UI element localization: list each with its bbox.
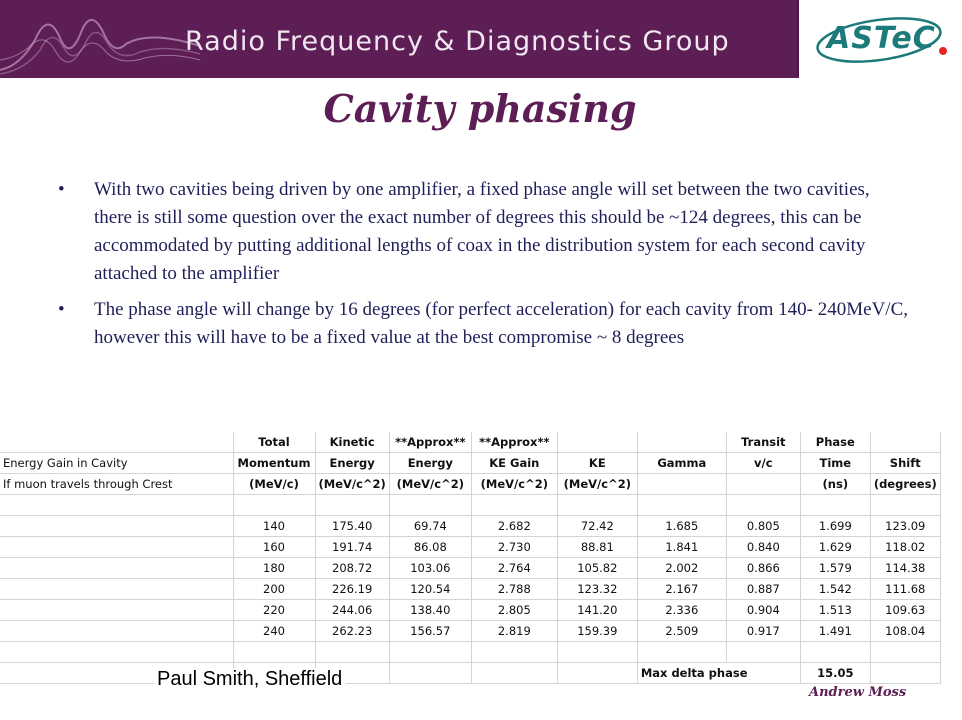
header-cell: (MeV/c^2) <box>315 474 389 495</box>
header-cell: (degrees) <box>870 474 940 495</box>
kinetic-energy-cell: 69.74 <box>389 516 471 537</box>
phase-shift-cell: 109.63 <box>870 600 940 621</box>
phase-shift-cell: 118.02 <box>870 537 940 558</box>
gamma-cell: 2.002 <box>637 558 726 579</box>
author-credit: Paul Smith, Sheffield <box>153 668 346 691</box>
header-cell: Energy <box>389 453 471 474</box>
gamma-cell: 1.841 <box>637 537 726 558</box>
ke-cell: 72.42 <box>557 516 637 537</box>
transit-time-cell: 1.513 <box>800 600 870 621</box>
bullet-list <box>58 176 908 360</box>
phase-shift-cell: 123.09 <box>870 516 940 537</box>
astec-logo <box>797 0 962 78</box>
ke-gain-cell: 2.764 <box>471 558 557 579</box>
ke-cell: 141.20 <box>557 600 637 621</box>
header-cell <box>557 432 637 453</box>
ke-cell: 159.39 <box>557 621 637 642</box>
max-delta-value: 15.05 <box>800 663 870 684</box>
total-energy-cell: 175.40 <box>315 516 389 537</box>
transit-time-cell: 1.491 <box>800 621 870 642</box>
transit-time-cell: 1.542 <box>800 579 870 600</box>
spacer-row <box>0 642 940 663</box>
logo-dot-icon <box>939 47 947 55</box>
momentum-cell: 140 <box>233 516 315 537</box>
ke-gain-cell: 2.730 <box>471 537 557 558</box>
header-banner <box>0 0 960 78</box>
gamma-cell: 1.685 <box>637 516 726 537</box>
header-cell: (MeV/c^2) <box>389 474 471 495</box>
momentum-cell: 160 <box>233 537 315 558</box>
header-cell: Phase <box>800 432 870 453</box>
header-cell: **Approx** <box>389 432 471 453</box>
kinetic-energy-cell: 86.08 <box>389 537 471 558</box>
momentum-cell: 220 <box>233 600 315 621</box>
header-row <box>0 453 940 474</box>
header-cell: Momentum <box>233 453 315 474</box>
bullet-icon: • <box>58 299 65 320</box>
header-cell: v/c <box>726 453 800 474</box>
phase-shift-table <box>0 432 941 684</box>
vc-cell: 0.866 <box>726 558 800 579</box>
momentum-cell: 240 <box>233 621 315 642</box>
ke-cell: 88.81 <box>557 537 637 558</box>
header-cell: Energy <box>315 453 389 474</box>
phase-shift-cell: 111.68 <box>870 579 940 600</box>
header-cell: Shift <box>870 453 940 474</box>
presenter-name: Andrew Moss <box>809 685 907 700</box>
kinetic-energy-cell: 120.54 <box>389 579 471 600</box>
momentum-cell: 200 <box>233 579 315 600</box>
transit-time-cell: 1.629 <box>800 537 870 558</box>
gamma-cell: 2.336 <box>637 600 726 621</box>
ke-cell: 123.32 <box>557 579 637 600</box>
logo-text: ASTeC <box>827 21 936 56</box>
header-cell: KE <box>557 453 637 474</box>
bullet-item <box>58 296 908 352</box>
total-energy-cell: 262.23 <box>315 621 389 642</box>
ke-gain-cell: 2.788 <box>471 579 557 600</box>
header-row <box>0 432 940 453</box>
vc-cell: 0.917 <box>726 621 800 642</box>
waveform-graphic <box>0 0 200 78</box>
total-energy-cell: 244.06 <box>315 600 389 621</box>
header-cell: Time <box>800 453 870 474</box>
total-energy-cell: 226.19 <box>315 579 389 600</box>
transit-time-cell: 1.579 <box>800 558 870 579</box>
header-row <box>0 474 940 495</box>
ke-cell: 105.82 <box>557 558 637 579</box>
bullet-icon: • <box>58 179 65 200</box>
kinetic-energy-cell: 156.57 <box>389 621 471 642</box>
momentum-cell: 180 <box>233 558 315 579</box>
vc-cell: 0.805 <box>726 516 800 537</box>
total-energy-cell: 208.72 <box>315 558 389 579</box>
group-name: Radio Frequency & Diagnostics Group <box>185 26 730 57</box>
header-cell: (MeV/c) <box>233 474 315 495</box>
header-cell: Gamma <box>637 453 726 474</box>
header-cell <box>637 432 726 453</box>
table-row <box>0 558 940 579</box>
table-label: Energy Gain in Cavity <box>0 453 233 474</box>
ke-gain-cell: 2.805 <box>471 600 557 621</box>
ke-gain-cell: 2.682 <box>471 516 557 537</box>
slide-title: Cavity phasing <box>323 86 637 131</box>
header-cell: KE Gain <box>471 453 557 474</box>
header-cell <box>726 474 800 495</box>
kinetic-energy-cell: 103.06 <box>389 558 471 579</box>
table-row <box>0 621 940 642</box>
header-cell: Transit <box>726 432 800 453</box>
kinetic-energy-cell: 138.40 <box>389 600 471 621</box>
vc-cell: 0.840 <box>726 537 800 558</box>
header-cell: Kinetic <box>315 432 389 453</box>
gamma-cell: 2.167 <box>637 579 726 600</box>
phase-shift-cell: 114.38 <box>870 558 940 579</box>
header-cell: Total <box>233 432 315 453</box>
table-row <box>0 516 940 537</box>
header-cell: (MeV/c^2) <box>471 474 557 495</box>
vc-cell: 0.904 <box>726 600 800 621</box>
bullet-text: With two cavities being driven by one amplifier, a fixed phase angle will set between the two cavities, there is still some question over the exact number of degrees this should be ~124 degrees, this can be accommodated by putting additional lengths of coax in the distribution system for each second cavity attached to the amplifier <box>94 179 870 284</box>
bullet-item <box>58 176 908 288</box>
vc-cell: 0.887 <box>726 579 800 600</box>
header-cell: **Approx** <box>471 432 557 453</box>
bullet-text: The phase angle will change by 16 degrees (for perfect acceleration) for each cavity from 140- 240MeV/C, however this will have to be a fixed value at the best compromise ~ 8 degrees <box>94 299 909 348</box>
table-label: If muon travels through Crest <box>0 474 233 495</box>
transit-time-cell: 1.699 <box>800 516 870 537</box>
header-cell: (ns) <box>800 474 870 495</box>
header-cell: (MeV/c^2) <box>557 474 637 495</box>
table-row <box>0 579 940 600</box>
gamma-cell: 2.509 <box>637 621 726 642</box>
spacer-row <box>0 495 940 516</box>
header-cell <box>637 474 726 495</box>
table-row <box>0 600 940 621</box>
ke-gain-cell: 2.819 <box>471 621 557 642</box>
phase-shift-cell: 108.04 <box>870 621 940 642</box>
table-row <box>0 537 940 558</box>
total-energy-cell: 191.74 <box>315 537 389 558</box>
max-delta-label: Max delta phase <box>637 663 800 684</box>
max-delta-row <box>0 663 940 684</box>
